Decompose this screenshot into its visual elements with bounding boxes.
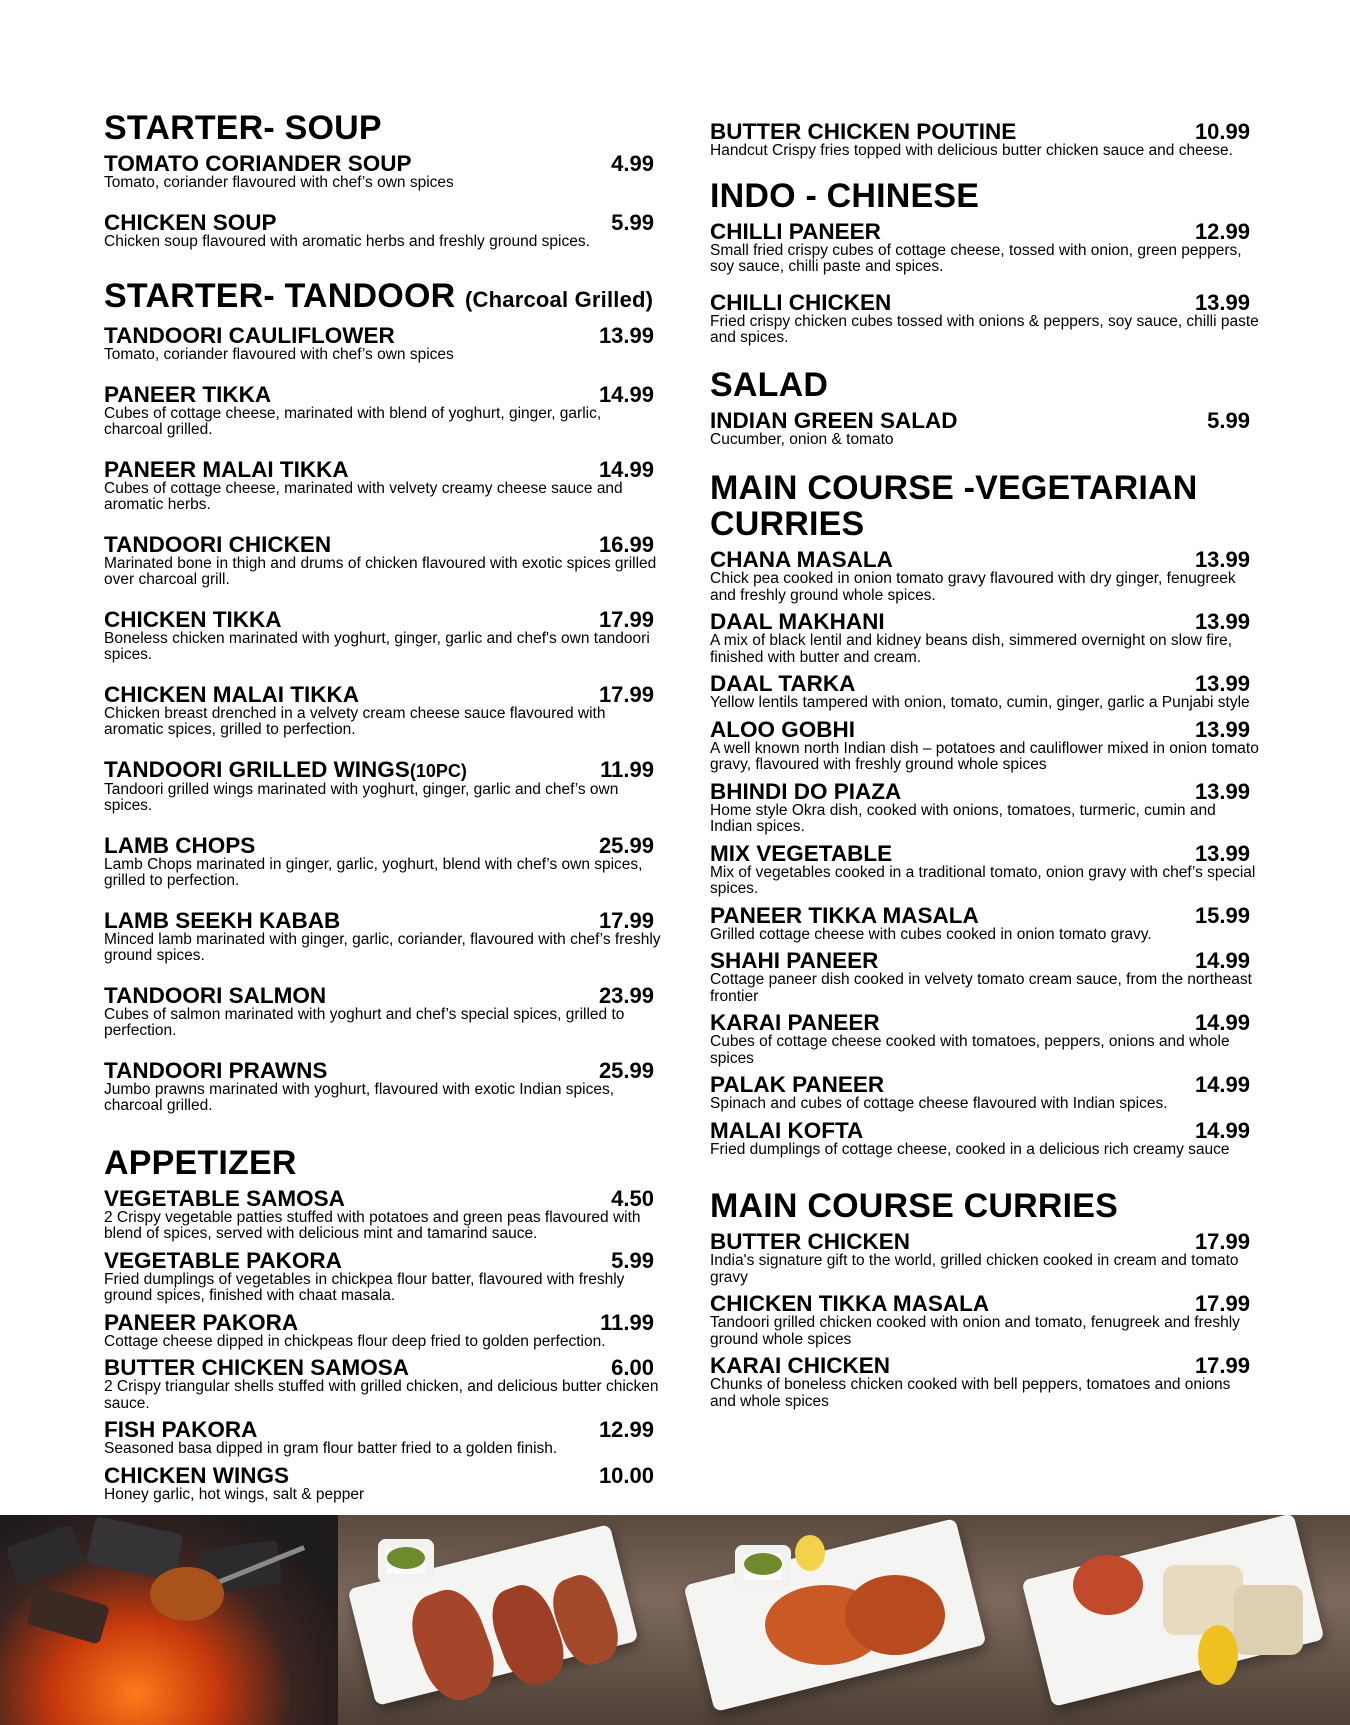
menu-item-description: Grilled cottage cheese with cubes cooked in onion tomato gravy. xyxy=(710,925,1152,943)
menu-item-name-text: BUTTER CHICKEN POUTINE xyxy=(710,119,1017,144)
section-main-course-curries xyxy=(710,1188,1260,1410)
menu-item-name xyxy=(104,982,327,1008)
menu-item-price: 14.99 xyxy=(1194,1072,1250,1097)
menu-item-name xyxy=(710,716,855,742)
menu-item-name xyxy=(104,606,282,632)
menu-item-header xyxy=(710,1231,1260,1253)
section-title xyxy=(710,178,1260,214)
menu-item-header xyxy=(710,289,1260,315)
menu-item-name-text: VEGETABLE PAKORA xyxy=(104,1247,342,1273)
menu-item-header xyxy=(104,1419,664,1441)
menu-item-price: 17.99 xyxy=(1194,1229,1250,1254)
menu-item-description: Boneless chicken marinated with yoghurt, ginger, garlic and chef's own tandoori spices. xyxy=(104,629,650,663)
section-title-text: SALAD xyxy=(710,365,829,404)
menu-item xyxy=(710,549,1260,604)
menu-item xyxy=(710,902,1260,944)
menu-item-price: 14.99 xyxy=(598,381,654,407)
menu-item xyxy=(104,153,664,192)
menu-item-header xyxy=(710,549,1260,571)
menu-item xyxy=(710,1117,1260,1159)
menu-item-header xyxy=(104,381,664,407)
menu-item-name-text: DAAL MAKHANI xyxy=(710,609,885,634)
menu-item-header xyxy=(710,407,1260,433)
menu-item-description: Fried dumplings of vegetables in chickpea flour batter, flavoured with freshly ground spices, finished with chaat masala. xyxy=(104,1270,625,1304)
menu-item-description: Fried crispy chicken cubes tossed with onions & peppers, soy sauce, chilli paste and spices. xyxy=(710,312,1259,346)
menu-item-header xyxy=(104,1185,664,1211)
menu-item xyxy=(104,832,664,890)
menu-item-description: Jumbo prawns marinated with yoghurt, flavoured with exotic Indian spices, charcoal grilled. xyxy=(104,1080,615,1114)
menu-item-name-text: BUTTER CHICKEN xyxy=(710,1229,910,1254)
menu-item-price: 14.99 xyxy=(1194,948,1250,973)
menu-item-header xyxy=(710,1012,1260,1034)
menu-item-name-text: VEGETABLE SAMOSA xyxy=(104,1185,345,1211)
menu-item-description: Minced lamb marinated with ginger, garlic, coriander, flavoured with chef’s freshly ground spices. xyxy=(104,930,661,964)
menu-item-price: 11.99 xyxy=(600,756,654,782)
menu-item-header xyxy=(710,121,1260,143)
menu-item-description: Cubes of cottage cheese, marinated with blend of yoghurt, ginger, garlic, charcoal grilled. xyxy=(104,404,602,438)
menu-item-description: Cubes of cottage cheese, marinated with velvety creamy cheese sauce and aromatic herbs. xyxy=(104,479,623,513)
menu-item-name-text: TANDOORI CHICKEN xyxy=(104,531,332,557)
menu-item-name-text: TANDOORI GRILLED WINGS xyxy=(104,756,410,782)
menu-item-description: Chicken breast drenched in a velvety cream cheese sauce flavoured with aromatic spices, grilled to perfection. xyxy=(104,704,606,738)
menu-item-name-text: TANDOORI PRAWNS xyxy=(104,1057,328,1083)
section-title-text: STARTER- TANDOOR xyxy=(104,277,456,315)
section-title xyxy=(104,278,664,318)
menu-item-header xyxy=(104,606,664,632)
menu-item-name xyxy=(104,456,349,482)
menu-item-name xyxy=(710,1355,890,1377)
menu-item xyxy=(104,531,664,589)
menu-item xyxy=(710,1231,1260,1286)
section-continued xyxy=(710,121,1260,160)
menu-item-price: 13.99 xyxy=(1194,840,1250,866)
menu-item-price: 10.99 xyxy=(1194,119,1250,144)
menu-item-price: 13.99 xyxy=(1194,778,1250,804)
food-photo-strip xyxy=(0,1515,1350,1725)
menu-item-description: Chunks of boneless chicken cooked with bell peppers, tomatoes and onions and whole spices xyxy=(710,1376,1231,1410)
section-indo-chinese xyxy=(710,178,1260,347)
menu-item-description: Tomato, coriander flavoured with chef’s own spices xyxy=(104,174,454,191)
menu-item-header xyxy=(104,1057,664,1083)
menu-item-price: 13.99 xyxy=(1194,671,1250,696)
menu-item-header xyxy=(104,1357,664,1379)
menu-item xyxy=(104,756,664,815)
menu-item-header xyxy=(710,716,1260,742)
menu-item-name xyxy=(710,407,958,433)
menu-item-description: 2 Crispy vegetable patties stuffed with potatoes and green peas flavoured with blend of spices, served with delicious mint and tamarind sauce. xyxy=(104,1208,641,1242)
menu-item-header xyxy=(710,673,1260,695)
menu-item-name xyxy=(104,325,395,347)
menu-item-name xyxy=(104,1247,342,1273)
menu-item-header xyxy=(710,1355,1260,1377)
menu-item-name xyxy=(104,1419,257,1441)
section-title-text: STARTER- SOUP xyxy=(104,109,382,147)
menu-item-description: Spinach and cubes of cottage cheese flavoured with Indian spices. xyxy=(710,1095,1168,1112)
menu-item-price: 17.99 xyxy=(598,681,654,707)
menu-item-name-text: CHILLI PANEER xyxy=(710,218,881,244)
seekh-kabab-photo xyxy=(338,1515,676,1725)
menu-item-header xyxy=(710,902,1260,928)
menu-item-name-text: SHAHI PANEER xyxy=(710,948,879,973)
menu-item xyxy=(104,209,664,251)
menu-item-name-text: TOMATO CORIANDER SOUP xyxy=(104,151,412,176)
menu-item xyxy=(710,1293,1260,1348)
menu-item-name-text: INDIAN GREEN SALAD xyxy=(710,407,958,433)
menu-item-name-text: PANEER MALAI TIKKA xyxy=(104,456,349,482)
menu-item-description: Lamb Chops marinated in ginger, garlic, yoghurt, blend with chef’s own spices, grilled to perfection. xyxy=(104,855,643,889)
menu-item xyxy=(710,716,1260,774)
menu-item-name-text: TANDOORI SALMON xyxy=(104,982,327,1008)
menu-item-price: 15.99 xyxy=(1194,902,1250,928)
menu-item-description: Home style Okra dish, cooked with onions, tomatoes, turmeric, cumin and Indian spices. xyxy=(710,801,1216,835)
menu-item-name-text: TANDOORI CAULIFLOWER xyxy=(104,323,395,348)
menu-item xyxy=(710,1074,1260,1113)
menu-item-header xyxy=(104,982,664,1008)
menu-item-header xyxy=(710,950,1260,972)
section-starter-soup xyxy=(104,110,664,250)
menu-item-name xyxy=(710,549,893,571)
menu-item-header xyxy=(710,840,1260,866)
menu-item-description: Chick pea cooked in onion tomato gravy flavoured with dry ginger, fenugreek and freshly ground whole spices. xyxy=(710,570,1236,604)
menu-item-name xyxy=(104,832,256,858)
menu-item-name xyxy=(710,1293,989,1315)
menu-left-column xyxy=(104,110,664,1503)
menu-item-name-text: MIX VEGETABLE xyxy=(710,840,893,866)
menu-item-description: Mix of vegetables cooked in a traditional tomato, onion gravy with chef’s special spices. xyxy=(710,863,1256,897)
menu-item xyxy=(104,1057,664,1115)
section-appetizer xyxy=(104,1145,664,1504)
menu-item xyxy=(710,778,1260,836)
menu-item-price: 14.99 xyxy=(598,456,654,482)
menu-item-name-text: ALOO GOBHI xyxy=(710,716,855,742)
menu-item-description: Fried dumplings of cottage cheese, cooked in a delicious rich creamy sauce xyxy=(710,1140,1230,1158)
menu-item-name-text: PANEER TIKKA MASALA xyxy=(710,902,979,928)
menu-item xyxy=(710,950,1260,1005)
menu-item-price: 23.99 xyxy=(598,982,654,1008)
menu-item-description: Cubes of salmon marinated with yoghurt and chef’s special spices, grilled to perfection. xyxy=(104,1005,625,1039)
menu-item-portion: (10PC) xyxy=(409,760,467,781)
menu-item-name xyxy=(104,531,332,557)
menu-item-price: 10.00 xyxy=(598,1462,654,1488)
menu-item-name-text: BHINDI DO PIAZA xyxy=(710,778,902,804)
tandoori-chicken-photo xyxy=(675,1515,1013,1725)
menu-item-name-text: CHICKEN WINGS xyxy=(104,1462,289,1488)
section-title-text: APPETIZER xyxy=(104,1143,297,1182)
menu-item-description: Handcut Crispy fries topped with delicious butter chicken sauce and cheese. xyxy=(710,142,1233,159)
menu-item-name xyxy=(710,1117,864,1143)
menu-right-column xyxy=(710,114,1260,1410)
menu-item-name-text: FISH PAKORA xyxy=(104,1417,258,1442)
charcoal-skewer-photo xyxy=(0,1515,338,1725)
menu-item-price: 12.99 xyxy=(598,1417,654,1442)
section-starter-tandoor xyxy=(104,278,664,1115)
menu-item xyxy=(710,121,1260,160)
menu-item-name-text: CHILLI CHICKEN xyxy=(710,289,892,315)
menu-item-header xyxy=(104,456,664,482)
menu-item-description: India's signature gift to the world, grilled chicken cooked in cream and tomato gravy xyxy=(710,1252,1239,1286)
menu-item-price: 4.99 xyxy=(611,151,654,176)
menu-item-description: Small fried crispy cubes of cottage cheese, tossed with onion, green peppers, soy sauce, chilli paste and spices. xyxy=(710,241,1242,275)
menu-item-description: Cubes of cottage cheese cooked with tomatoes, peppers, onions and whole spices xyxy=(710,1033,1230,1067)
menu-item-description: Marinated bone in thigh and drums of chicken flavoured with exotic spices grilled over charcoal grill. xyxy=(104,554,657,588)
menu-item xyxy=(104,1419,664,1458)
section-main-course-vegetarian-curries xyxy=(710,470,1260,1158)
menu-item-header xyxy=(104,209,664,235)
section-title-text: MAIN COURSE CURRIES xyxy=(710,1187,1119,1225)
menu-item xyxy=(104,325,664,364)
menu-item-description: Cottage cheese dipped in chickpeas flour deep fried to golden perfection. xyxy=(104,1332,606,1350)
menu-item-description: Cottage paneer dish cooked in velvety tomato cream sauce, from the northeast frontier xyxy=(710,971,1252,1005)
menu-item-description: A well known north Indian dish – potatoes and cauliflower mixed in onion tomato gravy, flavoured with freshly ground whole spices xyxy=(710,739,1259,773)
menu-item-price: 11.99 xyxy=(600,1309,654,1335)
menu-item xyxy=(104,1185,664,1243)
menu-item-price: 5.99 xyxy=(611,209,654,235)
menu-item-description: A mix of black lentil and kidney beans dish, simmered overnight on slow fire, finished with butter and cream. xyxy=(710,632,1233,666)
menu-item-header xyxy=(104,756,664,782)
menu-item-name xyxy=(710,950,878,972)
menu-item-header xyxy=(710,1074,1260,1096)
menu-item-name-text: KARAI CHICKEN xyxy=(710,1353,890,1378)
menu-item-header xyxy=(104,1247,664,1273)
menu-item-name-text: KARAI PANEER xyxy=(710,1010,880,1035)
menu-item-name-text: DAAL TARKA xyxy=(710,671,856,696)
menu-item-name xyxy=(710,1231,910,1253)
menu-item-price: 12.99 xyxy=(1194,218,1250,244)
menu-item xyxy=(710,611,1260,666)
menu-item-name xyxy=(104,1185,345,1211)
menu-item xyxy=(104,1247,664,1305)
menu-item xyxy=(710,1012,1260,1067)
menu-item-name-text: PANEER PAKORA xyxy=(104,1309,299,1335)
menu-item xyxy=(710,1355,1260,1410)
menu-item-name xyxy=(104,907,341,933)
menu-item-price: 25.99 xyxy=(598,832,654,858)
menu-item-price: 6.00 xyxy=(611,1355,654,1380)
menu-item-name xyxy=(104,756,467,782)
menu-item xyxy=(104,1462,664,1504)
menu-item-name xyxy=(104,209,277,235)
menu-item-price: 13.99 xyxy=(598,323,654,348)
menu-item-name-text: CHICKEN TIKKA xyxy=(104,606,282,632)
menu-item-name xyxy=(710,778,902,804)
menu-item-description: Honey garlic, hot wings, salt & pepper xyxy=(104,1485,365,1503)
menu-item xyxy=(104,681,664,739)
menu-item-price: 14.99 xyxy=(1194,1117,1250,1143)
menu-item-price: 13.99 xyxy=(1194,609,1250,634)
menu-item-header xyxy=(710,218,1260,244)
menu-item-price: 13.99 xyxy=(1194,289,1250,315)
menu-item-name xyxy=(710,611,885,633)
section-title xyxy=(710,470,1260,542)
menu-item-name xyxy=(710,902,979,928)
menu-item-header xyxy=(104,325,664,347)
menu-item-name-text: CHICKEN MALAI TIKKA xyxy=(104,681,359,707)
menu-item-header xyxy=(710,611,1260,633)
menu-item-name-text: PALAK PANEER xyxy=(710,1072,885,1097)
menu-item-description: Chicken soup flavoured with aromatic herbs and freshly ground spices. xyxy=(104,232,590,250)
menu-item-description: Tomato, coriander flavoured with chef’s own spices xyxy=(104,346,454,363)
menu-item xyxy=(104,982,664,1040)
menu-item-header xyxy=(104,531,664,557)
menu-item-header xyxy=(104,907,664,933)
section-salad xyxy=(710,367,1260,449)
menu-item-name xyxy=(104,1462,289,1488)
section-title xyxy=(710,367,1260,403)
menu-item-name xyxy=(104,381,272,407)
menu-item-header xyxy=(710,778,1260,804)
menu-item xyxy=(104,381,664,439)
menu-item-price: 25.99 xyxy=(598,1057,654,1083)
menu-item xyxy=(710,840,1260,898)
menu-item-price: 17.99 xyxy=(598,606,654,632)
menu-item-name xyxy=(104,1357,409,1379)
section-title xyxy=(710,1188,1260,1224)
menu-item xyxy=(710,673,1260,712)
menu-item-description: 2 Crispy triangular shells stuffed with grilled chicken, and delicious butter chicken sauce. xyxy=(104,1378,659,1412)
menu-item-header xyxy=(104,1462,664,1488)
menu-item-price: 14.99 xyxy=(1194,1010,1250,1035)
menu-item xyxy=(710,218,1260,276)
menu-item-price: 5.99 xyxy=(1207,407,1250,433)
menu-item-header xyxy=(104,681,664,707)
menu-item-header xyxy=(710,1293,1260,1315)
menu-item-price: 13.99 xyxy=(1194,547,1250,572)
menu-item-price: 4.50 xyxy=(611,1185,654,1211)
menu-item-price: 17.99 xyxy=(1194,1291,1250,1316)
menu-item-name-text: CHICKEN SOUP xyxy=(104,209,277,235)
menu-item-header xyxy=(104,832,664,858)
section-title-text: INDO - CHINESE xyxy=(710,176,980,215)
menu-item-name-text: MALAI KOFTA xyxy=(710,1117,864,1143)
menu-item-price: 5.99 xyxy=(611,1247,654,1273)
menu-item-name-text: PANEER TIKKA xyxy=(104,381,272,407)
menu-item-name xyxy=(710,673,855,695)
menu-item xyxy=(104,1309,664,1351)
menu-item xyxy=(104,907,664,965)
menu-item xyxy=(710,407,1260,449)
menu-item-header xyxy=(104,1309,664,1335)
menu-item-description: Tandoori grilled chicken cooked with onion and tomato, fenugreek and freshly ground whole spices xyxy=(710,1314,1240,1348)
menu-item-header xyxy=(710,1117,1260,1143)
menu-item-name-text: BUTTER CHICKEN SAMOSA xyxy=(104,1355,410,1380)
menu-item-name xyxy=(710,1012,880,1034)
paneer-tikka-photo xyxy=(1013,1515,1350,1725)
menu-item-header xyxy=(104,153,664,175)
menu-item-description: Tandoori grilled wings marinated with yoghurt, ginger, garlic and chef’s own spices. xyxy=(104,780,619,814)
section-title xyxy=(104,110,664,146)
menu-item-price: 16.99 xyxy=(598,531,654,557)
menu-item-description: Seasoned basa dipped in gram flour batter fried to a golden finish. xyxy=(104,1440,558,1457)
menu-item-price: 17.99 xyxy=(1194,1353,1250,1378)
menu-item-name xyxy=(104,153,412,175)
menu-item-name xyxy=(104,1309,299,1335)
menu-item-price: 13.99 xyxy=(1194,716,1250,742)
menu-item-price: 17.99 xyxy=(598,907,654,933)
menu-item-name xyxy=(710,840,893,866)
menu-item xyxy=(710,289,1260,347)
menu-item-description: Cucumber, onion & tomato xyxy=(710,430,894,448)
menu-item-name-text: LAMB CHOPS xyxy=(104,832,256,858)
menu-item-name-text: CHICKEN TIKKA MASALA xyxy=(710,1291,990,1316)
menu-item xyxy=(104,456,664,514)
menu-item-name xyxy=(710,121,1016,143)
menu-item-name-text: CHANA MASALA xyxy=(710,547,893,572)
menu-item-name-text: LAMB SEEKH KABAB xyxy=(104,907,341,933)
menu-item-name xyxy=(710,1074,884,1096)
menu-item-name xyxy=(710,218,881,244)
menu-item-name xyxy=(710,289,892,315)
section-subtitle: (Charcoal Grilled) xyxy=(465,287,654,312)
section-title-text: MAIN COURSE -VEGETARIAN CURRIES xyxy=(710,469,1198,543)
menu-item-description: Yellow lentils tampered with onion, tomato, cumin, ginger, garlic a Punjabi style xyxy=(710,694,1250,711)
menu-item xyxy=(104,1357,664,1412)
menu-item xyxy=(104,606,664,664)
section-title xyxy=(104,1145,664,1181)
menu-item-name xyxy=(104,681,359,707)
menu-item-name xyxy=(104,1057,328,1083)
